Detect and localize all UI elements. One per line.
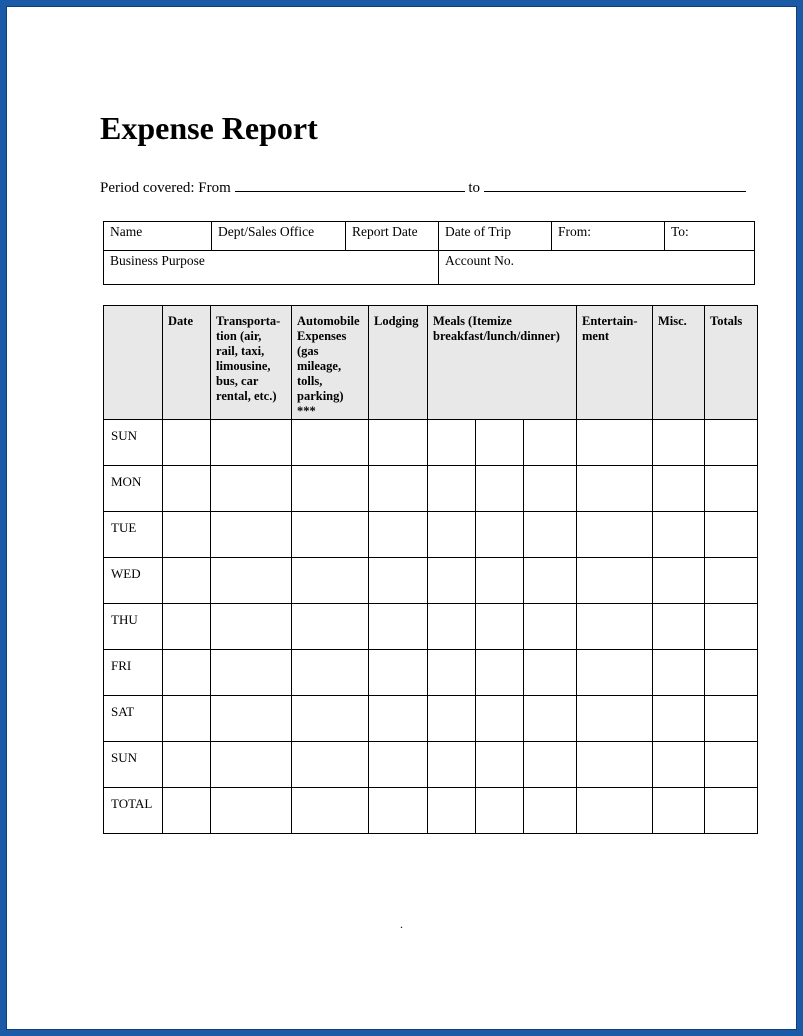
table-row [104, 604, 758, 650]
misc-cell[interactable] [653, 466, 705, 512]
header-transportation: Transporta-tion (air, rail, taxi, limousine, bus, car rental, etc.) [211, 306, 292, 420]
meals-lunch-cell[interactable] [476, 466, 524, 512]
automobile-cell[interactable] [292, 512, 369, 558]
meals-dinner-cell[interactable] [524, 650, 577, 696]
dept-sales-office-field[interactable]: Dept/Sales Office [212, 222, 346, 251]
date-cell[interactable] [163, 742, 211, 788]
date-cell[interactable] [163, 512, 211, 558]
misc-cell[interactable] [653, 420, 705, 466]
misc-cell[interactable] [653, 604, 705, 650]
totals-cell[interactable] [705, 650, 758, 696]
date-cell[interactable] [163, 696, 211, 742]
page-title: Expense Report [100, 110, 318, 146]
lodging-cell[interactable] [369, 650, 428, 696]
entertainment-cell[interactable] [577, 696, 653, 742]
row-label: MON [104, 466, 163, 512]
meals-breakfast-cell[interactable] [428, 512, 476, 558]
date-cell[interactable] [163, 650, 211, 696]
meals-breakfast-cell[interactable] [428, 696, 476, 742]
table-row [104, 650, 758, 696]
misc-cell[interactable] [653, 558, 705, 604]
date-cell[interactable] [163, 604, 211, 650]
meals-dinner-cell[interactable] [524, 696, 577, 742]
meals-lunch-cell[interactable] [476, 696, 524, 742]
meals-breakfast-cell[interactable] [428, 742, 476, 788]
automobile-cell[interactable] [292, 420, 369, 466]
entertainment-cell[interactable] [577, 650, 653, 696]
lodging-cell[interactable] [369, 788, 428, 834]
entertainment-cell[interactable] [577, 512, 653, 558]
transportation-cell[interactable] [211, 512, 292, 558]
business-purpose-field[interactable]: Business Purpose [104, 251, 439, 285]
meals-lunch-cell[interactable] [476, 650, 524, 696]
document-page [6, 6, 797, 1030]
misc-cell[interactable] [653, 650, 705, 696]
transportation-cell[interactable] [211, 742, 292, 788]
table-row [104, 558, 758, 604]
row-label: TUE [104, 512, 163, 558]
transportation-cell[interactable] [211, 466, 292, 512]
account-no-field[interactable]: Account No. [439, 251, 755, 285]
row-label: SUN [104, 420, 163, 466]
totals-cell[interactable] [705, 788, 758, 834]
automobile-cell[interactable] [292, 650, 369, 696]
meals-breakfast-cell[interactable] [428, 788, 476, 834]
meals-breakfast-cell[interactable] [428, 604, 476, 650]
misc-cell[interactable] [653, 788, 705, 834]
header-automobile-expenses: Automobile Expenses (gas mileage, tolls, parking) *** [292, 306, 369, 420]
lodging-cell[interactable] [369, 558, 428, 604]
misc-cell[interactable] [653, 512, 705, 558]
table-row [104, 512, 758, 558]
entertainment-cell[interactable] [577, 788, 653, 834]
entertainment-cell[interactable] [577, 558, 653, 604]
transportation-cell[interactable] [211, 650, 292, 696]
entertainment-cell[interactable] [577, 420, 653, 466]
header-entertainment: Entertain-ment [577, 306, 653, 420]
table-row [104, 466, 758, 512]
table-header-row [104, 306, 758, 420]
meals-dinner-cell[interactable] [524, 604, 577, 650]
meals-lunch-cell[interactable] [476, 604, 524, 650]
from-field[interactable]: From: [552, 222, 665, 251]
expense-table [103, 305, 758, 834]
report-date-field[interactable]: Report Date [346, 222, 439, 251]
meals-lunch-cell[interactable] [476, 742, 524, 788]
table-row [104, 788, 758, 834]
row-label: WED [104, 558, 163, 604]
table-row [104, 420, 758, 466]
meals-lunch-cell[interactable] [476, 788, 524, 834]
misc-cell[interactable] [653, 696, 705, 742]
meals-dinner-cell[interactable] [524, 788, 577, 834]
automobile-cell[interactable] [292, 742, 369, 788]
automobile-cell[interactable] [292, 604, 369, 650]
table-row [104, 696, 758, 742]
table-row [104, 742, 758, 788]
meals-breakfast-cell[interactable] [428, 558, 476, 604]
totals-cell[interactable] [705, 420, 758, 466]
header-totals: Totals [705, 306, 758, 420]
header-day [104, 306, 163, 420]
name-field[interactable]: Name [104, 222, 212, 251]
meals-lunch-cell[interactable] [476, 420, 524, 466]
totals-cell[interactable] [705, 604, 758, 650]
transportation-cell[interactable] [211, 558, 292, 604]
meals-breakfast-cell[interactable] [428, 650, 476, 696]
to-field[interactable]: To: [665, 222, 755, 251]
header-lodging: Lodging [369, 306, 428, 420]
meals-breakfast-cell[interactable] [428, 466, 476, 512]
date-of-trip-field[interactable]: Date of Trip [439, 222, 552, 251]
misc-cell[interactable] [653, 742, 705, 788]
automobile-cell[interactable] [292, 696, 369, 742]
row-label: FRI [104, 650, 163, 696]
period-from-field[interactable] [235, 179, 465, 192]
period-from-label: Period covered: From [100, 180, 231, 196]
row-label: TOTAL [104, 788, 163, 834]
transportation-cell[interactable] [211, 788, 292, 834]
header-date: Date [163, 306, 211, 420]
entertainment-cell[interactable] [577, 604, 653, 650]
footer-mark: . [400, 917, 403, 931]
entertainment-cell[interactable] [577, 466, 653, 512]
meals-dinner-cell[interactable] [524, 558, 577, 604]
employee-info-table [103, 221, 755, 285]
date-cell[interactable] [163, 466, 211, 512]
lodging-cell[interactable] [369, 512, 428, 558]
meals-dinner-cell[interactable] [524, 742, 577, 788]
lodging-cell[interactable] [369, 604, 428, 650]
transportation-cell[interactable] [211, 420, 292, 466]
transportation-cell[interactable] [211, 696, 292, 742]
automobile-cell[interactable] [292, 466, 369, 512]
totals-cell[interactable] [705, 558, 758, 604]
totals-cell[interactable] [705, 696, 758, 742]
header-meals: Meals (Itemize breakfast/lunch/dinner) [428, 306, 577, 420]
meals-lunch-cell[interactable] [476, 558, 524, 604]
row-label: SUN [104, 742, 163, 788]
period-to-field[interactable] [484, 179, 746, 192]
row-label: SAT [104, 696, 163, 742]
date-cell[interactable] [163, 420, 211, 466]
lodging-cell[interactable] [369, 466, 428, 512]
lodging-cell[interactable] [369, 696, 428, 742]
automobile-cell[interactable] [292, 558, 369, 604]
lodging-cell[interactable] [369, 420, 428, 466]
meals-dinner-cell[interactable] [524, 466, 577, 512]
lodging-cell[interactable] [369, 742, 428, 788]
entertainment-cell[interactable] [577, 742, 653, 788]
period-covered [100, 179, 746, 197]
period-to-label: to [468, 180, 480, 196]
row-label: THU [104, 604, 163, 650]
totals-cell[interactable] [705, 742, 758, 788]
totals-cell[interactable] [705, 466, 758, 512]
header-misc: Misc. [653, 306, 705, 420]
transportation-cell[interactable] [211, 604, 292, 650]
meals-dinner-cell[interactable] [524, 420, 577, 466]
date-cell[interactable] [163, 788, 211, 834]
totals-cell[interactable] [705, 512, 758, 558]
date-cell[interactable] [163, 558, 211, 604]
meals-breakfast-cell[interactable] [428, 420, 476, 466]
meals-lunch-cell[interactable] [476, 512, 524, 558]
meals-dinner-cell[interactable] [524, 512, 577, 558]
automobile-cell[interactable] [292, 788, 369, 834]
